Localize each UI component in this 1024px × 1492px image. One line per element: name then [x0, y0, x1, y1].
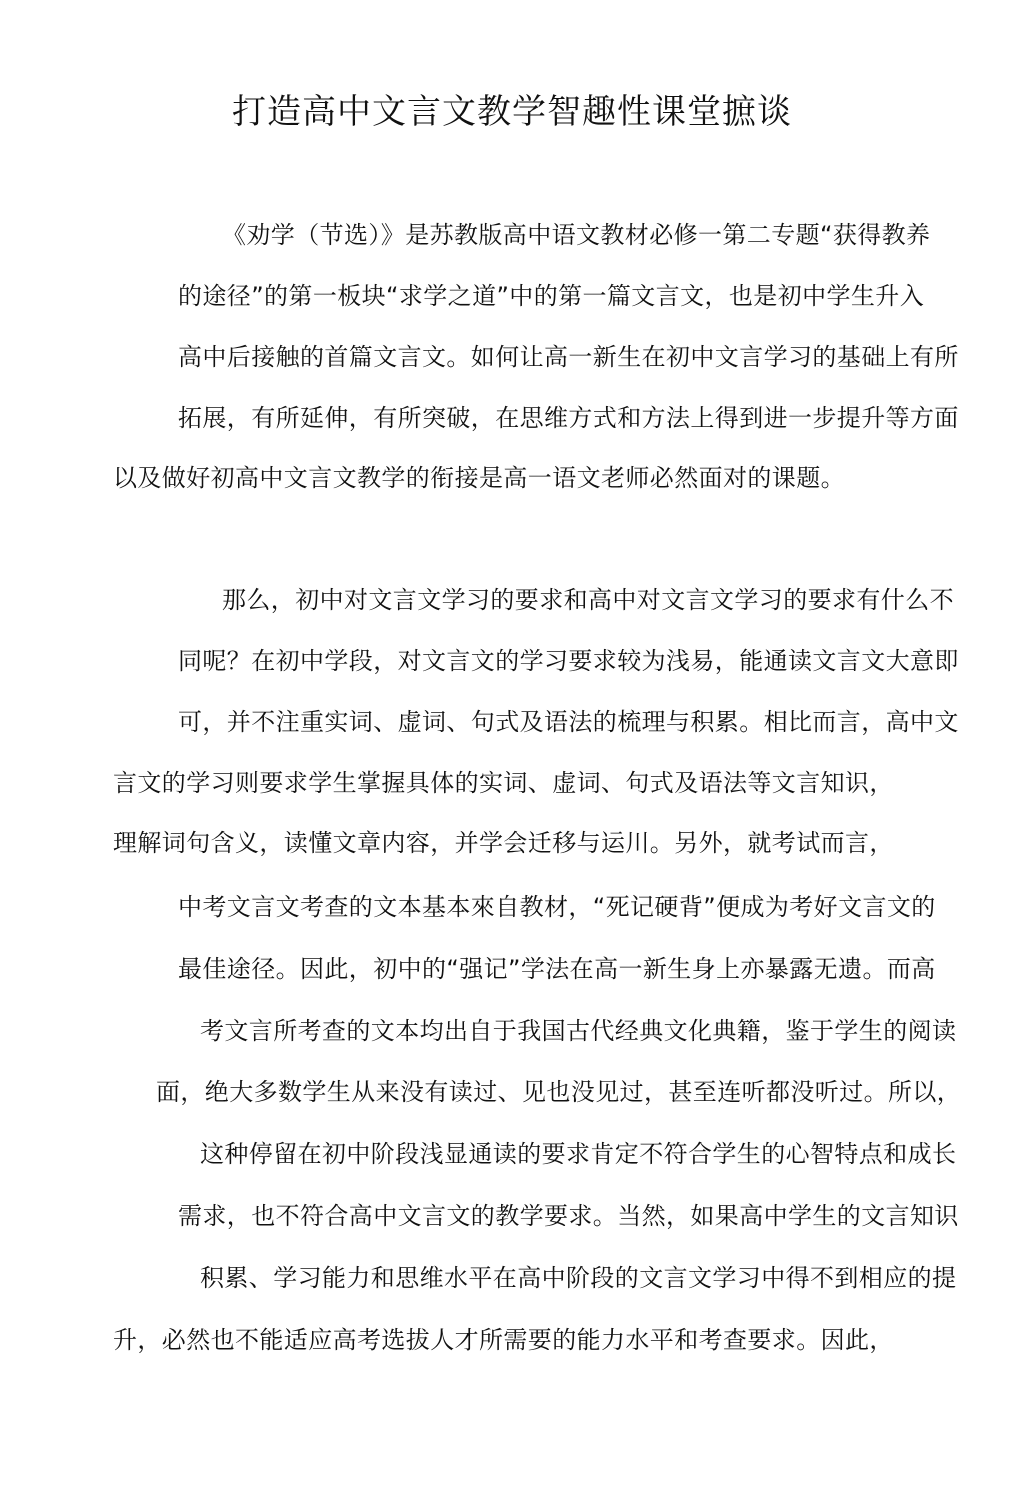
paragraph-2-line-12: 积累、学习能力和思维水平在高中阶段的文言文学习中得不到相应的提 [200, 1264, 957, 1292]
paragraph-2-line-13: 升，必然也不能适应高考选拔人才所需要的能力水平和考查要求。因此， [113, 1326, 894, 1354]
paragraph-2-line-11: 需求，也不符合高中文言文的教学要求。当然，如果高中学生的文言知识 [178, 1202, 959, 1230]
paragraph-1-line-4: 拓展，有所延伸，有所突破，在思维方式和方法上得到进一步提升等方面 [178, 404, 959, 432]
paragraph-1-line-3: 高中后接触的首篇文言文。如何让高一新生在初中文言学习的基础上有所 [178, 343, 959, 371]
paragraph-1-line-1: 《劝学（节选）》是苏教版高中语文教材必修一第二专题“获得教养 [222, 221, 931, 249]
paragraph-2-line-7: 最佳途径。因此，初中的“强记”学法在高一新生身上亦暴露无遗。而高 [178, 955, 936, 983]
paragraph-2-line-8: 考文言所考查的文本均出自于我国古代经典文化典籍，鉴于学生的阅读 [200, 1017, 957, 1045]
paragraph-2-line-9: 面，绝大多数学生从来没有读过、见也没见过，甚至连听都没听过。所以， [156, 1078, 962, 1106]
paragraph-2-line-2: 同呢？在初中学段，对文言文的学习要求较为浅易，能通读文言文大意即 [178, 647, 959, 675]
paragraph-2-line-3: 可，并不注重实词、虚词、句式及语法的梳理与积累。相比而言，高中文 [178, 708, 959, 736]
document-title: 打造高中文言文教学智趣性课堂摭谈 [232, 92, 792, 132]
paragraph-1-line-5: 以及做好初高中文言文教学的衔接是高一语文老师必然面对的课题。 [113, 464, 845, 492]
paragraph-1-line-2: 的途径”的第一板块“求学之道”中的第一篇文言文，也是初中学生升入 [178, 282, 925, 310]
paragraph-2-line-5: 理解词句含义，读懂文章内容，并学会迁移与运川。另外，就考试而言， [113, 829, 894, 857]
paragraph-2-line-1: 那么，初中对文言文学习的要求和高中对文言文学习的要求有什么不 [222, 586, 954, 614]
paragraph-2-line-10: 这种停留在初中阶段浅显通读的要求肯定不符合学生的心智特点和成长 [200, 1140, 957, 1168]
paragraph-2-line-6: 中考文言文考查的文本基本來自教材，“死记硬背”便成为考好文言文的 [178, 893, 936, 921]
paragraph-2-line-4: 言文的学习则要求学生掌握具体的实词、虚词、句式及语法等文言知识， [113, 769, 894, 797]
